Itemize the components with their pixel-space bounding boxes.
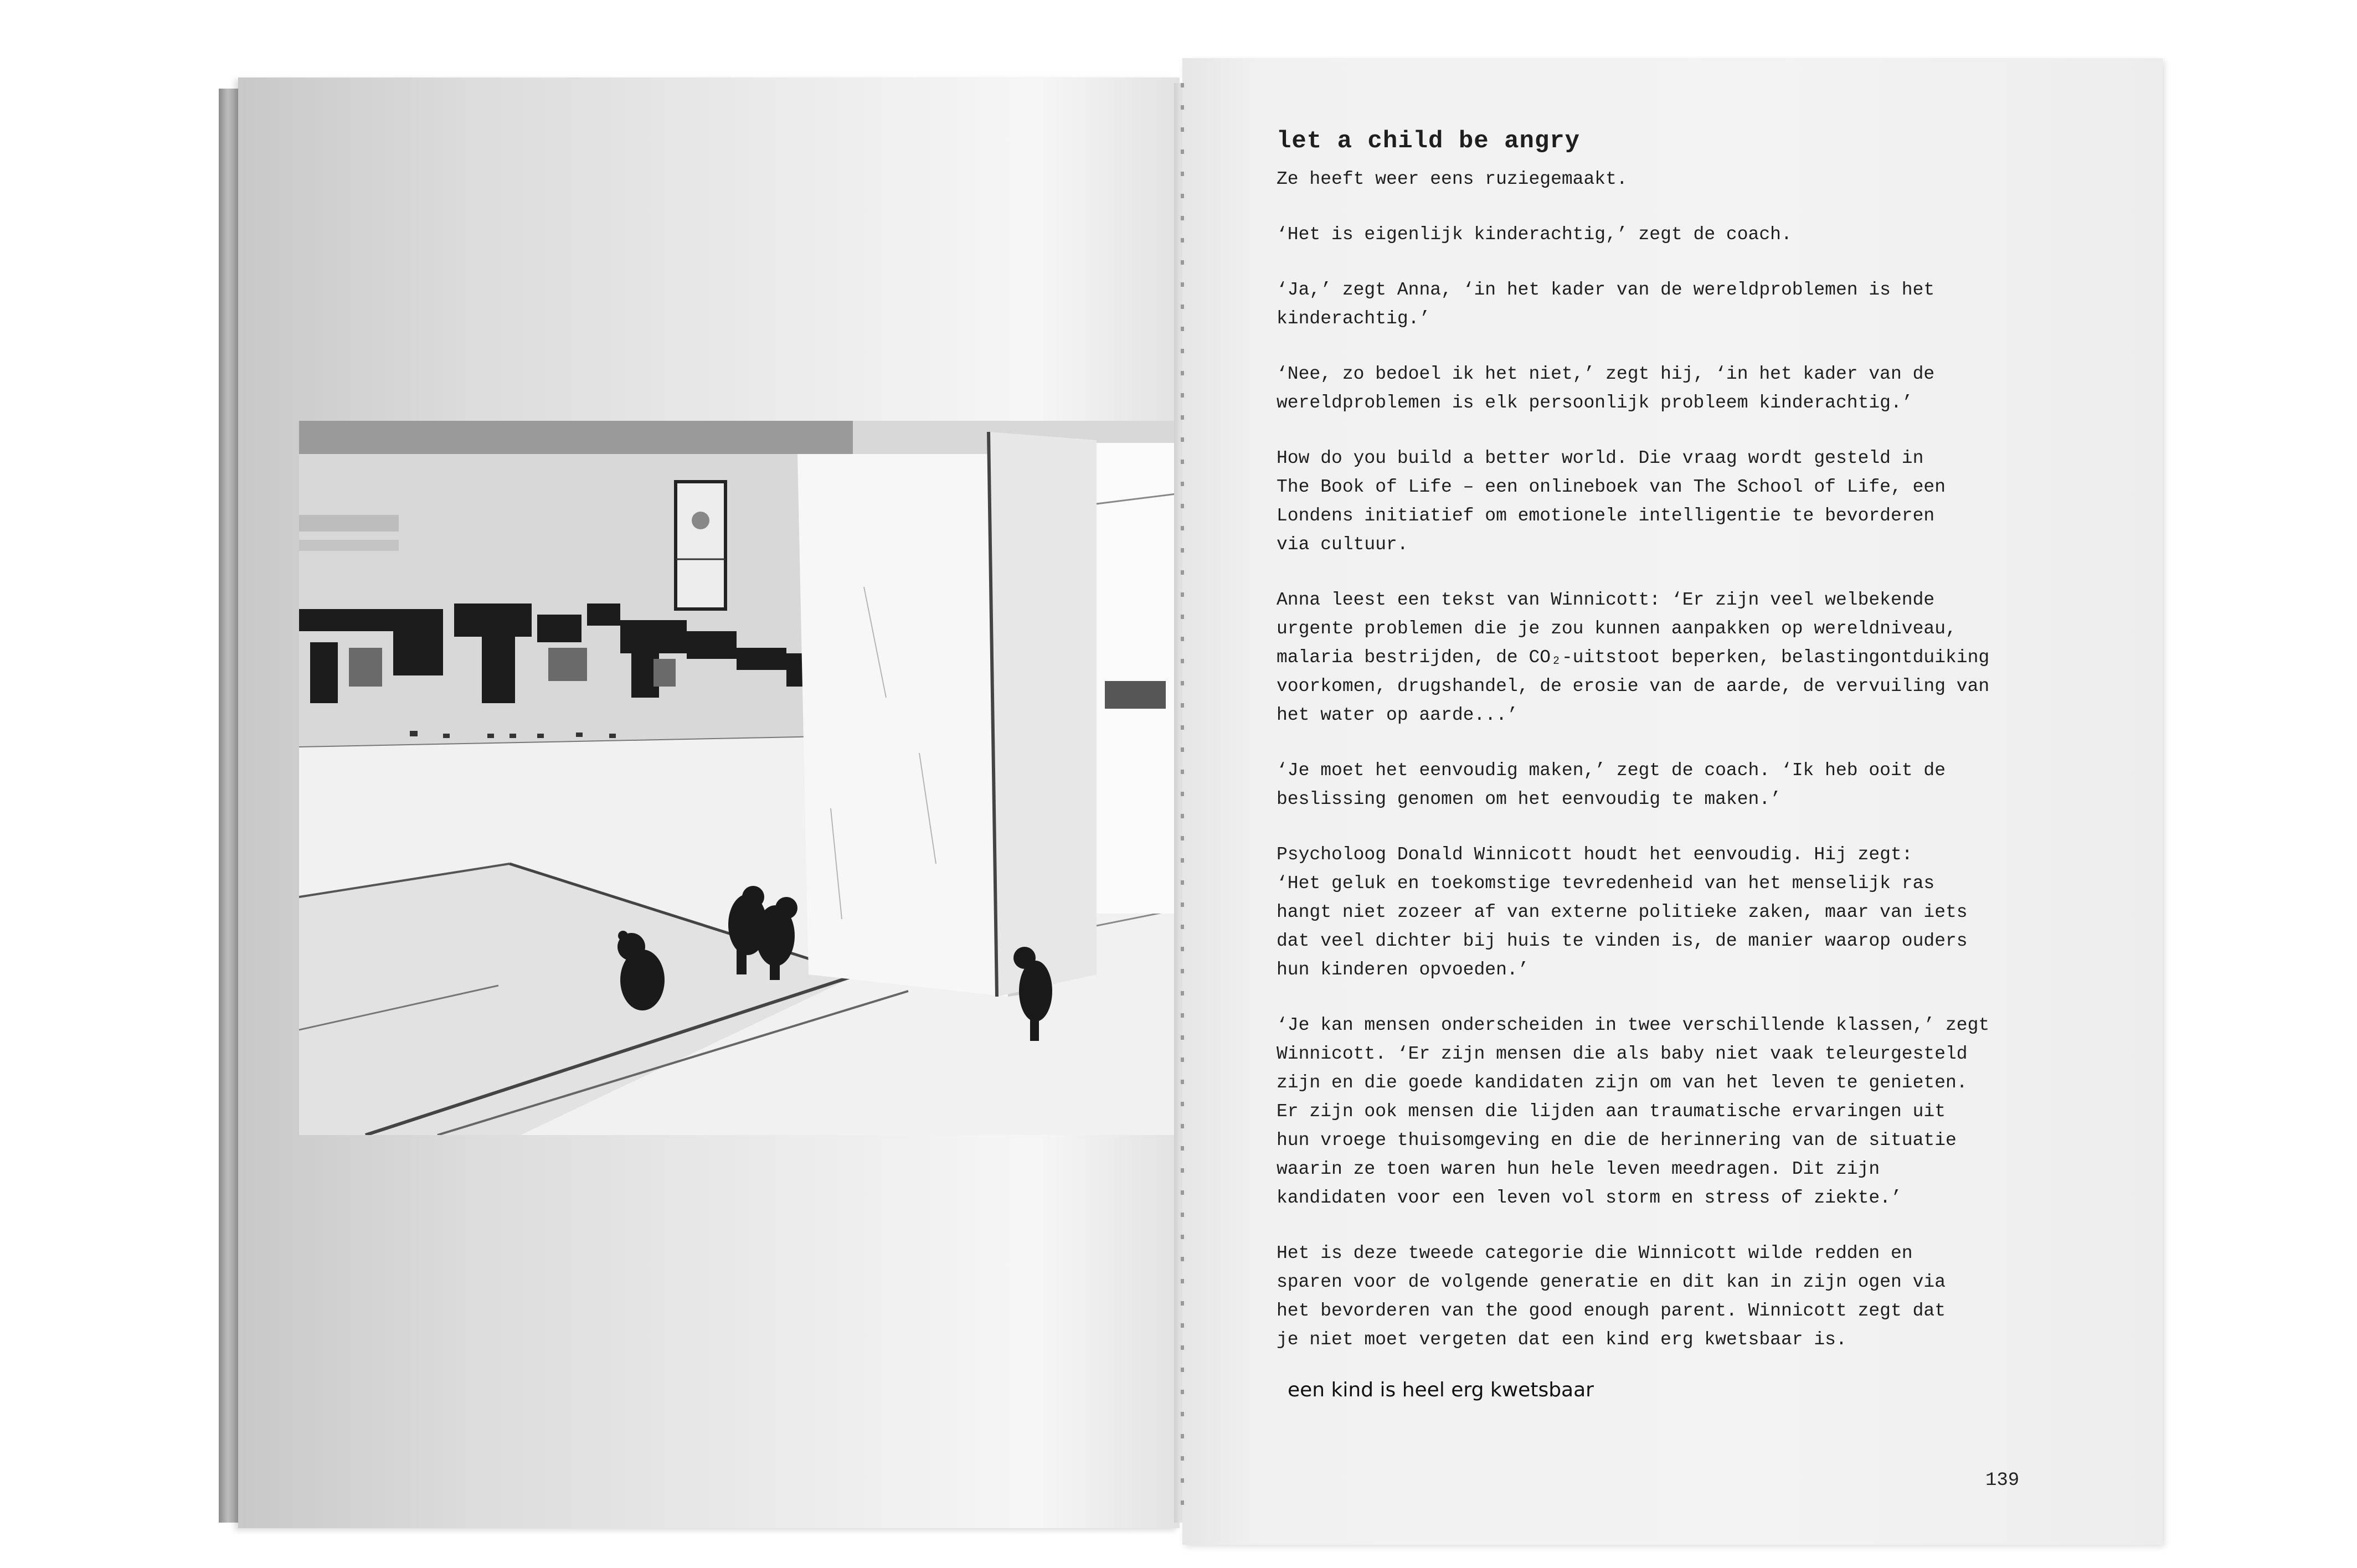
- photo-bears-at-wall: [299, 421, 1185, 1135]
- paragraph: ‘Je moet het eenvoudig maken,’ zegt de coach. ‘Ik heb ooit de beslissing genomen om het eenvoudig te maken.’: [1277, 760, 1946, 809]
- page-number: 139: [1985, 1470, 2020, 1491]
- paragraph: Anna leest een tekst van Winnicott: ‘Er zijn veel welbekende urgente problemen die je zou kunnen aanpakken op wereldniveau, malaria bestrijden, de CO₂-uitstoot beperken, belastingontduiking voorkomen, drugshandel, de erosie van de aarde, de vervuiling van het water op aarde...’: [1277, 590, 1990, 725]
- paragraph: ‘Ja,’ zegt Anna, ‘in het kader van de wereldproblemen is het kinderachtig.’: [1277, 280, 1935, 329]
- pull-quote: een kind is heel erg kwetsbaar: [1288, 1379, 1594, 1401]
- photo-illustration: [299, 421, 1185, 1135]
- right-page-text: [1277, 127, 2074, 1381]
- chapter-title: let a child be angry: [1277, 127, 1581, 155]
- left-page-stack-edge: [219, 89, 241, 1523]
- paragraph: How do you build a better world. Die vraag wordt gesteld in The Book of Life – een onlineboek van The School of Life, een Londens initiatief om emotionele intelligentie te bevorderen via cultuur.: [1277, 448, 1946, 555]
- paragraph: ‘Nee, zo bedoel ik het niet,’ zegt hij, ‘in het kader van de wereldproblemen is elk persoonlijk probleem kinderachtig.’: [1277, 364, 1935, 413]
- paragraph: Ze heeft weer eens ruziegemaakt.: [1277, 169, 1628, 189]
- paragraph: ‘Het is eigenlijk kinderachtig,’ zegt de coach.: [1277, 224, 1792, 245]
- paragraph: ‘Je kan mensen onderscheiden in twee verschillende klassen,’ zegt Winnicott. ‘Er zijn mensen die als baby niet vaak teleurgesteld zijn en die goede kandidaten zijn om van het leven te genieten. Er zijn ook mensen die lijden aan traumatische ervaringen uit hun vroege thuisomgeving en die de herinnering van de situatie waarin ze toen waren hun hele leven meedragen. Dit zijn kandidaten voor een leven vol storm en stress of ziekte.’: [1277, 1015, 1990, 1208]
- binding-stitches: [1181, 83, 1184, 1523]
- paragraph: Psycholoog Donald Winnicott houdt het eenvoudig. Hij zegt: ‘Het geluk en toekomstige tevredenheid van het menselijk ras hangt niet zozeer af van externe politieke zaken, maar van iets dat veel dichter bij huis te vinden is, de manier waarop ouders hun kinderen opvoeden.’: [1277, 844, 1968, 980]
- paragraph: Het is deze tweede categorie die Winnicott wilde redden en sparen voor de volgende generatie en dit kan in zijn ogen via het bevorderen van the good enough parent. Winnicott zegt dat je niet moet vergeten dat een kind erg kwetsbaar is.: [1277, 1243, 1946, 1350]
